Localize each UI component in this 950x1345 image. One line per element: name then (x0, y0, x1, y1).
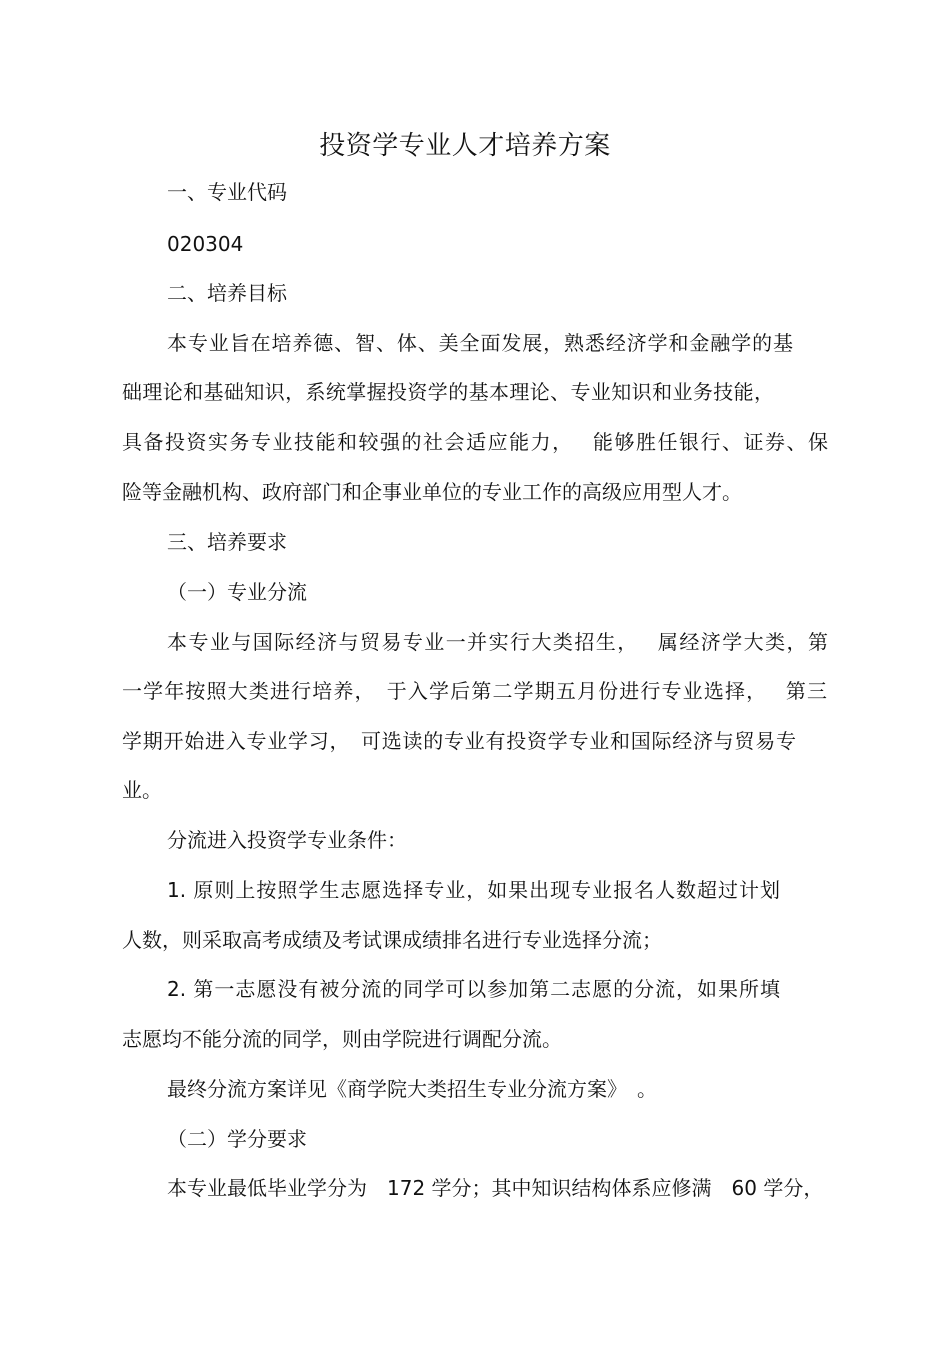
paragraph-line: 业。 (122, 778, 162, 802)
major-code-value: 020304 (167, 232, 244, 256)
list-item-line: 2. 第一志愿没有被分流的同学可以参加第二志愿的分流，如果所填 (167, 977, 780, 1001)
list-item-line: 人数，则采取高考成绩及考试课成绩排名进行专业选择分流； (122, 928, 662, 952)
list-item-line: 志愿均不能分流的同学，则由学院进行调配分流。 (122, 1027, 562, 1051)
paragraph-line: 险等金融机构、政府部门和企事业单位的专业工作的高级应用型人才。 (122, 480, 742, 504)
section-heading-training-goal: 二、培养目标 (167, 281, 287, 305)
paragraph-line: 本专业与国际经济与贸易专业一并实行大类招生， 属经济学大类，第 (167, 630, 828, 654)
paragraph-line: 本专业最低毕业学分为 172 学分；其中知识结构体系应修满 60 学分， (167, 1176, 824, 1200)
paragraph-line: 学期开始进入专业学习， 可选读的专业有投资学专业和国际经济与贸易专 (122, 729, 796, 753)
subsection-heading-major-streaming: （一）专业分流 (167, 580, 307, 604)
paragraph-line: 本专业旨在培养德、智、体、美全面发展，熟悉经济学和金融学的基 (167, 331, 793, 355)
section-heading-major-code: 一、专业代码 (167, 180, 287, 204)
paragraph-line: 础理论和基础知识，系统掌握投资学的基本理论、专业知识和业务技能， (122, 380, 774, 404)
list-item-line: 1. 原则上按照学生志愿选择专业，如果出现专业报名人数超过计划 (167, 878, 780, 902)
paragraph-line: 一学年按照大类进行培养， 于入学后第二学期五月份进行专业选择， 第三 (122, 679, 827, 703)
subsection-heading-credit-requirements: （二）学分要求 (167, 1127, 307, 1151)
paragraph-line: 具备投资实务专业技能和较强的社会适应能力， 能够胜任银行、证券、保 (122, 430, 828, 454)
document-title: 投资学专业人才培养方案 (319, 131, 611, 161)
section-heading-training-requirements: 三、培养要求 (167, 530, 287, 554)
paragraph-line: 最终分流方案详见《商学院大类招生专业分流方案》 。 (167, 1077, 657, 1101)
paragraph-line: 分流进入投资学专业条件： (167, 828, 407, 852)
